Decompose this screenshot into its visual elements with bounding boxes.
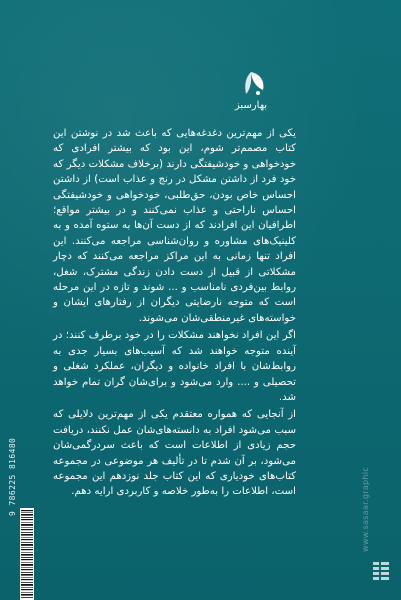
- publisher-name: بهارسبز: [234, 100, 268, 111]
- publisher-logo: [226, 70, 276, 128]
- isbn-number: 9 786225 816480: [8, 437, 17, 516]
- back-cover-blurb: [53, 126, 296, 500]
- barcode: [20, 508, 34, 600]
- leaf-logo-icon: [234, 70, 268, 98]
- blurb-paragraph-3: از آنجایی که همواره معتقدم یکی از مهم‌ترین دلایلی که سبب می‌شود افراد به دانسته‌های‌شان عمل نکنند، دریافت حجم زیادی از اطلاعات است که باعث سردرگمی‌شان می‌شود، بر آن شدم تا در تألیف هر موضوعی در مجموعه کتاب‌های خودیاری که این کتاب جلد نوزدهم این مجموعه است، اطلاعات را به‌طور خلاصه و کاربردی ارایه دهم.: [53, 409, 296, 498]
- designer-website: www.sasaar.graphic: [361, 466, 370, 552]
- barcode-bars-icon: [20, 508, 34, 600]
- blurb-paragraph-1: یکی از مهم‌ترین دغدغه‌هایی که باعث شد در نوشتن این کتاب مصمم‌تر شوم، این بود که بیشتر افرادی که خودخواهی و خودشیفتگی دارند (برخلاف مشکلات دیگر که خود فرد از داشتن مشکل در رنج و عذاب است) از داشتن احساس خاص بودن، حق‌طلبی، خودخواهی و خودشیفتگی احساس ناراحتی و عذاب نمی‌کنند و در بیشتر مواقع؛ اطرافیان این افرادند که از دست آن‌ها به ستوه آمده و به کلینیک‌های مشاوره و روان‌شناسی مراجعه می‌کنند. این افراد تنها زمانی به این مراکز مراجعه می‌کنند که دچار مشکلاتی از قبیل از دست دادن زندگی مشترک، شغل، روابط بین‌فردی نامناسب و ... شوند و تازه در این مرحله است که متوجه نارضایتی دیگران از رفتارهای ایشان و خواسته‌های غیرمنطقی‌شان می‌شوند.: [53, 128, 296, 324]
- blurb-paragraph-2: اگر این افراد نخواهند مشکلات را در خود برطرف کنند؛ در آینده متوجه خواهند شد که آسیب‌های بسیار جدی به روابط‌شان با افراد خانواده و دیگران، عملکرد شغلی و تحصیلی و .... وارد می‌شود و برای‌شان گران تمام خواهد شد.: [53, 330, 296, 403]
- designer-logo-icon: [371, 560, 391, 582]
